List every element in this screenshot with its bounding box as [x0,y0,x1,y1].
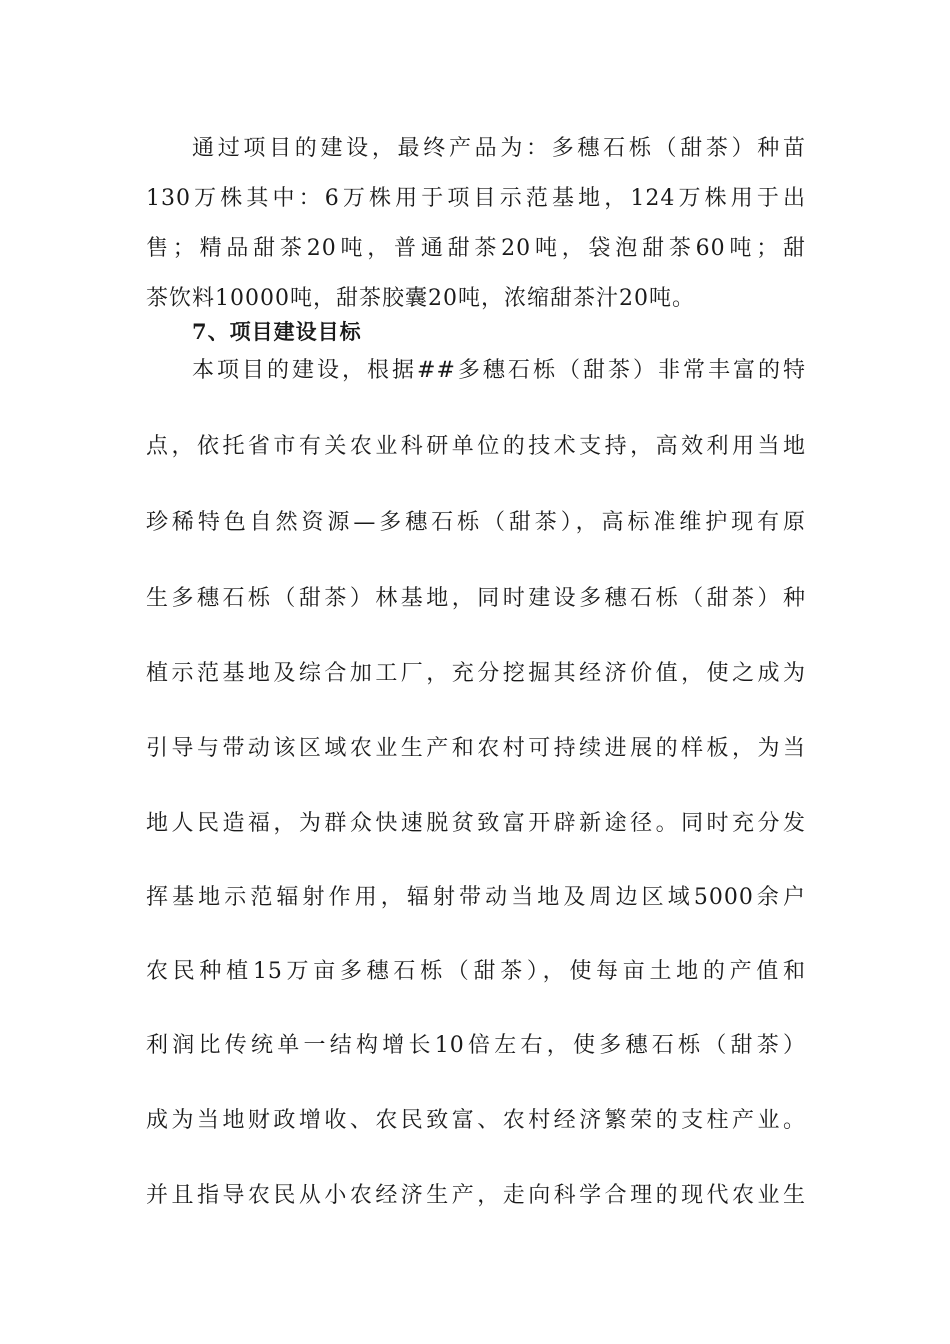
text-line: 通过项目的建设，最终产品为：多穗石栎（甜茶）种苗 [192,136,806,161]
text-line: 并且指导农民从小农经济生产，走向科学合理的现代农业生 [146,1183,806,1208]
text-line: 130万株其中：6万株用于项目示范基地，124万株用于出 [146,186,806,211]
text-line: 茶饮料10000吨，甜茶胶囊20吨，浓缩甜茶汁20吨。 [146,286,695,311]
text-line: 售；精品甜茶20吨，普通甜茶20吨，袋泡甜茶60吨；甜 [146,236,806,261]
text-line: 挥基地示范辐射作用，辐射带动当地及周边区域5000余户 [146,885,806,910]
text-line: 成为当地财政增收、农民致富、农村经济繁荣的支柱产业。 [146,1108,806,1133]
text-line: 地人民造福，为群众快速脱贫致富开辟新途径。同时充分发 [146,811,806,836]
section-heading: 7、项目建设目标 [192,319,362,344]
text-line: 点，依托省市有关农业科研单位的技术支持，高效利用当地 [146,434,806,459]
text-line: 生多穗石栎（甜茶）林基地，同时建设多穗石栎（甜茶）种 [146,586,806,611]
text-line: 珍稀特色自然资源—多穗石栎（甜茶），高标准维护现有原 [146,510,806,535]
text-line: 农民种植15万亩多穗石栎（甜茶），使每亩土地的产值和 [146,959,806,984]
text-line: 引导与带动该区域农业生产和农村可持续进展的样板，为当 [146,736,806,761]
text-line: 本项目的建设，根据##多穗石栎（甜茶）非常丰富的特 [192,358,806,383]
text-line: 植示范基地及综合加工厂，充分挖掘其经济价值，使之成为 [146,661,806,686]
text-line: 利润比传统单一结构增长10倍左右，使多穗石栎（甜茶） [146,1033,806,1058]
